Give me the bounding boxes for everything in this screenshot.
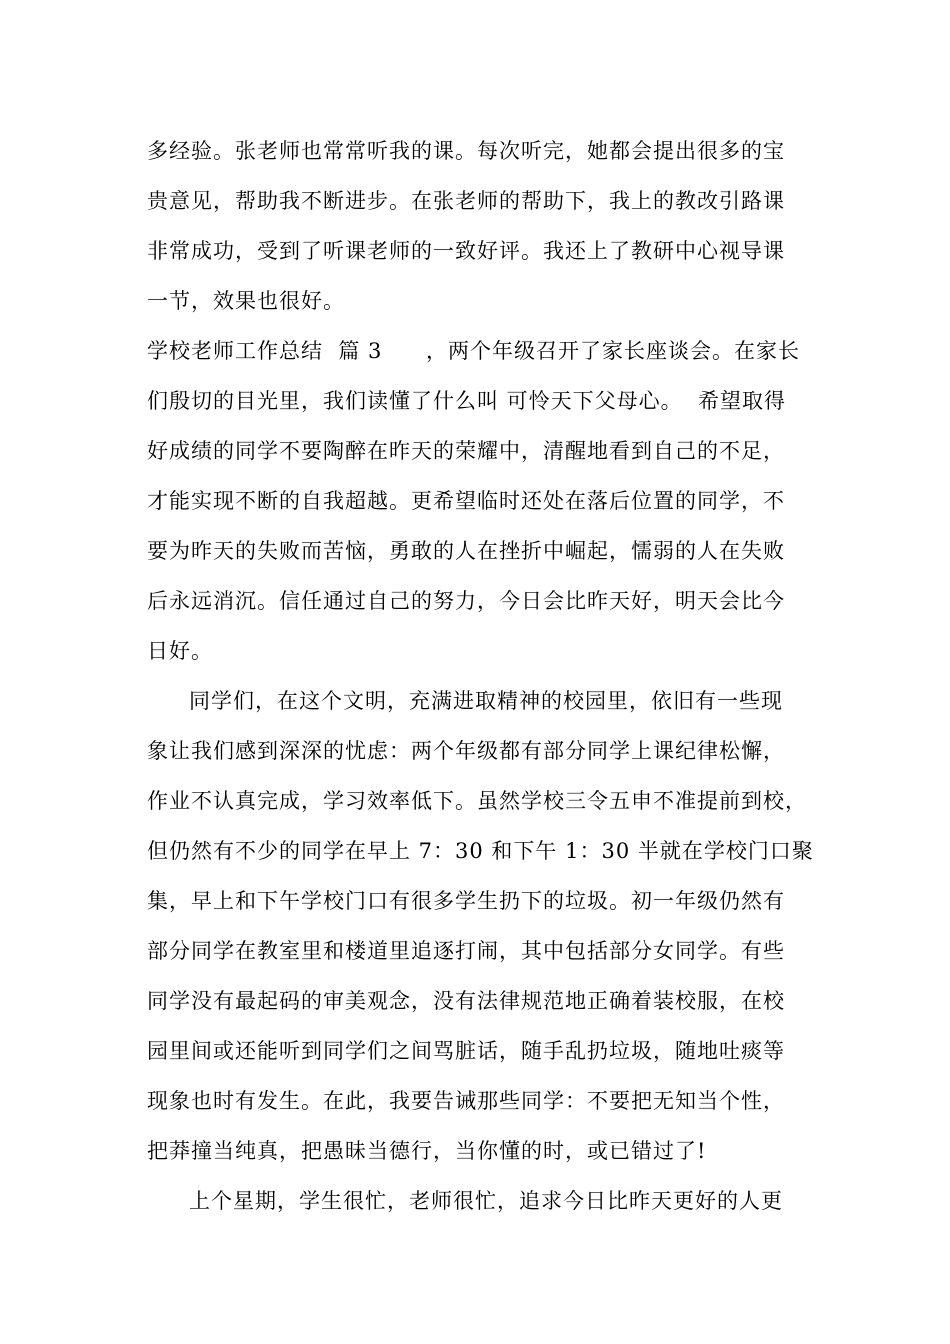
section-heading-row bbox=[147, 336, 847, 366]
section-heading: 学校老师工作总结 篇 3 bbox=[147, 339, 383, 363]
text-line: 集，早上和下午学校门口有很多学生扔下的垃圾。初一年级仍然有 bbox=[147, 889, 785, 913]
text-line: 贵意见，帮助我不断进步。在张老师的帮助下，我上的教改引路课 bbox=[147, 189, 785, 213]
text-line: 多经验。张老师也常常听我的课。每次听完，她都会提出很多的宝 bbox=[147, 139, 785, 163]
text-line: ，两个年级召开了家长座谈会。在家长 bbox=[426, 339, 800, 363]
text-line: 部分同学在教室里和楼道里追逐打闹，其中包括部分女同学。有些 bbox=[147, 939, 785, 963]
text-line: 后永远消沉。信任通过自己的努力，今日会比昨天好，明天会比今 bbox=[147, 589, 785, 613]
text-line: 一节，效果也很好。 bbox=[147, 289, 345, 313]
text-line: 日好。 bbox=[147, 639, 213, 663]
text-line: 上个星期，学生很忙，老师很忙，追求今日比昨天更好的人更 bbox=[189, 1189, 783, 1213]
text-line: 好成绩的同学不要陶醉在昨天的荣耀中，清醒地看到自己的不足， bbox=[147, 439, 785, 463]
text-line: 园里间或还能听到同学们之间骂脏话，随手乱扔垃圾，随地吐痰等 bbox=[147, 1039, 785, 1063]
text-line: 才能实现不断的自我超越。更希望临时还处在落后位置的同学，不 bbox=[147, 489, 785, 513]
text-line: 同学没有最起码的审美观念，没有法律规范地正确着装校服，在校 bbox=[147, 989, 785, 1013]
text-line: 现象也时有发生。在此，我要告诫那些同学：不要把无知当个性， bbox=[147, 1089, 785, 1113]
text-line: 同学们，在这个文明，充满进取精神的校园里，依旧有一些现 bbox=[189, 689, 783, 713]
text-line: 但仍然有不少的同学在早上 7：30 和下午 1：30 半就在学校门口聚 bbox=[147, 839, 814, 863]
text-line: 作业不认真完成，学习效率低下。虽然学校三令五申不准提前到校， bbox=[147, 789, 807, 813]
text-line: 们殷切的目光里，我们读懂了什么叫 可怜天下父母心。 希望取得 bbox=[147, 389, 787, 413]
text-line: 要为昨天的失败而苦恼，勇敢的人在挫折中崛起，懦弱的人在失败 bbox=[147, 539, 785, 563]
text-line: 象让我们感到深深的忧虑：两个年级都有部分同学上课纪律松懈， bbox=[147, 739, 785, 763]
text-line: 把莽撞当纯真，把愚昧当德行，当你懂的时，或已错过了! bbox=[147, 1139, 707, 1163]
text-line: 非常成功，受到了听课老师的一致好评。我还上了教研中心视导课 bbox=[147, 239, 785, 263]
